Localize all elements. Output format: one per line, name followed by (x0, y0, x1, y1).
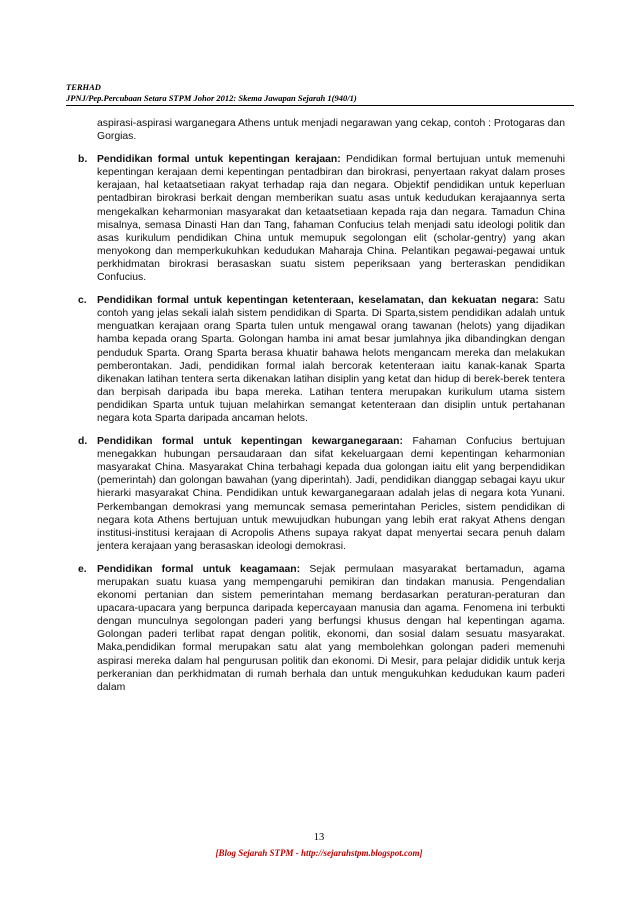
header-classification: TERHAD (66, 82, 101, 92)
answer-item-e (78, 563, 565, 694)
item-lead: Pendidikan formal untuk keagamaan: (97, 563, 301, 575)
item-marker: c. (78, 295, 87, 307)
item-lead: Pendidikan formal untuk kepentingan ketenteraan, keselamatan, dan kekuatan negara: (97, 295, 539, 307)
answer-item-c (78, 294, 565, 425)
answer-item-b (78, 153, 565, 284)
page-number: 13 (313, 832, 325, 843)
item-marker: b. (78, 154, 88, 166)
item-lead: Pendidikan formal untuk kepentingan kerajaan: (97, 154, 341, 166)
intro-paragraph: aspirasi-aspirasi warganegara Athens untuk menjadi negarawan yang cekap, contoh : Protogaras dan Gorgias. (97, 118, 565, 143)
item-body: Sejak permulaan masyarakat bertamadun, agama merupakan suatu kuasa yang mempengaruhi pemikiran dan tindakan manusia. Pengendalian ekonomi pertanian dan sistem pemerintahan memang berdasarkan peraturan-peraturan dan upacara-upacara yang berpunca daripada kepercayaan manusia dan agama. Fenomena ini terbukti dengan munculnya segolongan paderi yang berfungsi khusus dengan hal kepentingan agama. Golongan paderi terlibat rapat dengan politik, ekonomi, dan sosial dalam sesuatu masyarakat. Maka,pendidikan formal merupakan satu alat yang membolehkan golongan paderi memenuhi aspirasi mereka dalam hal pengurusan politik dan ekonomi. Di Mesir, para pelajar dididik untuk kerja perkeranian dan perkhidmatan di rumah berhala dan untuk mengukuhkan kedudukan kaum paderi dalam (97, 563, 565, 693)
item-body: Fahaman Confucius bertujuan menegakkan hubungan persaudaraan dan sifat kekeluargaan demi kepentingan keharmonian masyarakat China. Masyarakat China terbahagi kepada dua golongan iaitu elit yang berpendidikan (pemerintah) dan golongan bawahan (yang diperintah). Jadi, pendidikan dianggap sebagai kayu ukur hierarki masyarakat China. Pendidikan untuk kewarganegaraan adalah jelas di negara kota Yunani. Perkembangan demokrasi yang memuncak semasa pemerintahan Pericles, sistem pendidikan di negara kota Athens bertujuan untuk mewujudkan hubungan yang lebih erat rakyat Athens dengan institusi-institusi kerajaan di Acropolis Athens supaya rakyat dapat menyertai secara penuh dalam jentera kerajaan yang berasaskan ideologi demokrasi. (97, 436, 565, 552)
item-marker: e. (78, 563, 87, 575)
header-divider (66, 105, 574, 106)
item-marker: d. (78, 436, 88, 448)
document-header (66, 82, 586, 104)
footer-blog-link[interactable]: [Blog Sejarah STPM - http://sejarahstpm.blogspot.com] (215, 848, 423, 858)
answer-content (78, 117, 565, 704)
header-exam-title: JPNJ/Pep.Percubaan Setara STPM Johor 2012: Skema Jawapan Sejarah 1(940/1) (66, 93, 357, 103)
item-body: Pendidikan formal bertujuan untuk memenuhi kepentingan kerajaan demi kepentingan pentadbiran dan birokrasi, penyertaan rakyat dalam proses kerajaan, hal ketaatsetiaan rakyat terhadap raja dan negara. Objektif pendidikan untuk keperluan pentadbiran birokrasi berkait dengan memberikan suatu asas untuk kedudukan kerajaannya serta mengekalkan keharmonian masyarakat dan ketaatsetiaan kepada raja dan negara. Tamadun China misalnya, semasa Dinasti Han dan Tang, fahaman Confucius telah menjadi satu ideologi politik dan asas kurikulum pendidikan China untuk memupuk segolongan elit (scholar-gentry) yang akan menyokong dan memperkukuhkan kedudukan Maharaja China. Pelantikan pegawai-pegawai untuk perkhidmatan birokrasi berasaskan suatu sistem peperiksaan yang berteraskan pendidikan Confucius. (97, 154, 565, 284)
item-body: Satu contoh yang jelas sekali ialah sistem pendidikan di Sparta. Di Sparta,sistem pendidikan adalah untuk menguatkan kerajaan orang Sparta tulen untuk mengawal orang tawanan (helots) yang dijadikan hamba kepada orang Sparta. Golongan hamba ini amat besar jumlahnya jika dibandingkan dengan penduduk Sparta. Orang Sparta berasa khuatir bahawa helots mengancam mereka dan melakukan pemberontakan. Jadi, pendidikan formal ialah bercorak ketenteraan iaitu kanak-kanak Sparta dikenakan latihan tentera serta dikenakan latihan disiplin yang ketat dan hidup di berek-berek tentera dan berpisah daripada ibu bapa mereka. Latihan tentera merupakan kurikulum utama sistem pendidikan Sparta untuk tujuan melahirkan semangat ketenteraan dan disiplin untuk pertahanan negara kota Sparta daripada ancaman helots. (97, 295, 565, 424)
answer-item-d (78, 435, 565, 553)
item-lead: Pendidikan formal untuk kepentingan kewarganegaraan: (97, 436, 403, 448)
